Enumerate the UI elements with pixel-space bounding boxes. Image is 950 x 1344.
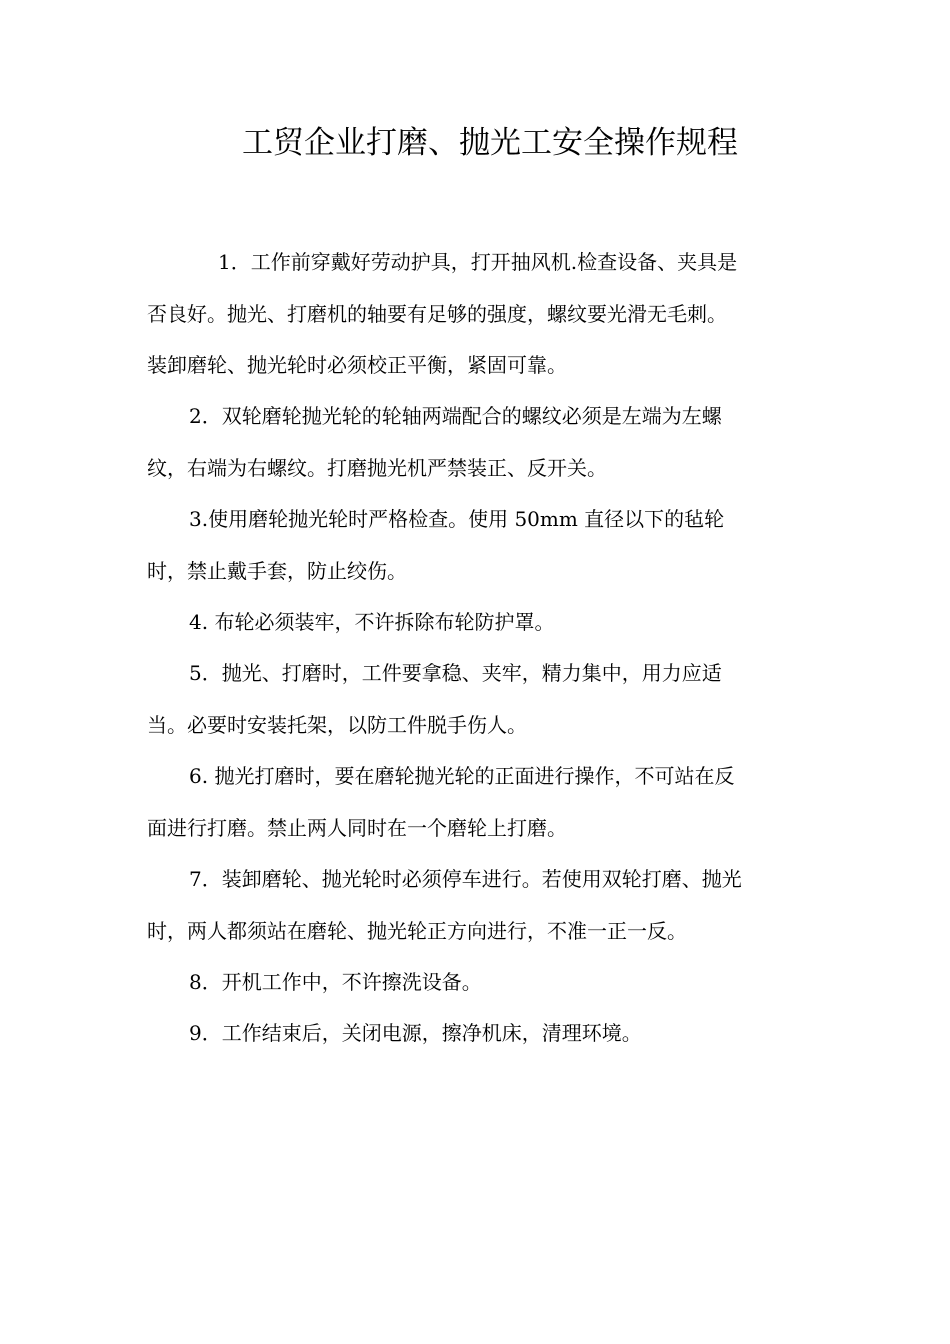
- rule-4-line-1: 4. 布轮必须装牢，不许拆除布轮防护罩。: [189, 610, 555, 634]
- rule-5-line-2: 当。必要时安装托架，以防工件脱手伤人。: [147, 713, 527, 737]
- rule-6-line-1: 6. 抛光打磨时，要在磨轮抛光轮的正面进行操作，不可站在反: [189, 764, 735, 788]
- rule-9-line-1: 9．工作结束后，关闭电源，擦净机床，清理环境。: [189, 1021, 642, 1045]
- rule-3-line-1: 3.使用磨轮抛光轮时严格检查。使用 50mm 直径以下的毡轮: [189, 507, 725, 531]
- rule-1-line-2: 否良好。抛光、打磨机的轴要有足够的强度，螺纹要光滑无毛刺。: [147, 302, 727, 326]
- rule-7-line-2: 时，两人都须站在磨轮、抛光轮正方向进行，不准一正一反。: [147, 919, 687, 943]
- rule-7-line-1: 7．装卸磨轮、抛光轮时必须停车进行。若使用双轮打磨、抛光: [189, 867, 742, 891]
- rule-3-line-2: 时，禁止戴手套，防止绞伤。: [147, 559, 407, 583]
- rule-6-line-2: 面进行打磨。禁止两人同时在一个磨轮上打磨。: [147, 816, 567, 840]
- rule-1-line-1: 1．工作前穿戴好劳动护具，打开抽风机.检查设备、夹具是: [218, 250, 738, 274]
- rule-2-line-1: 2．双轮磨轮抛光轮的轮轴两端配合的螺纹必须是左端为左螺: [189, 404, 722, 428]
- rule-5-line-1: 5．抛光、打磨时，工件要拿稳、夹牢，精力集中，用力应适: [189, 661, 722, 685]
- rule-8-line-1: 8．开机工作中，不许擦洗设备。: [189, 970, 482, 994]
- rule-2-line-2: 纹，右端为右螺纹。打磨抛光机严禁装正、反开关。: [147, 456, 607, 480]
- page-title: 工贸企业打磨、抛光工安全操作规程: [242, 125, 738, 161]
- rule-1-line-3: 装卸磨轮、抛光轮时必须校正平衡，紧固可靠。: [147, 353, 567, 377]
